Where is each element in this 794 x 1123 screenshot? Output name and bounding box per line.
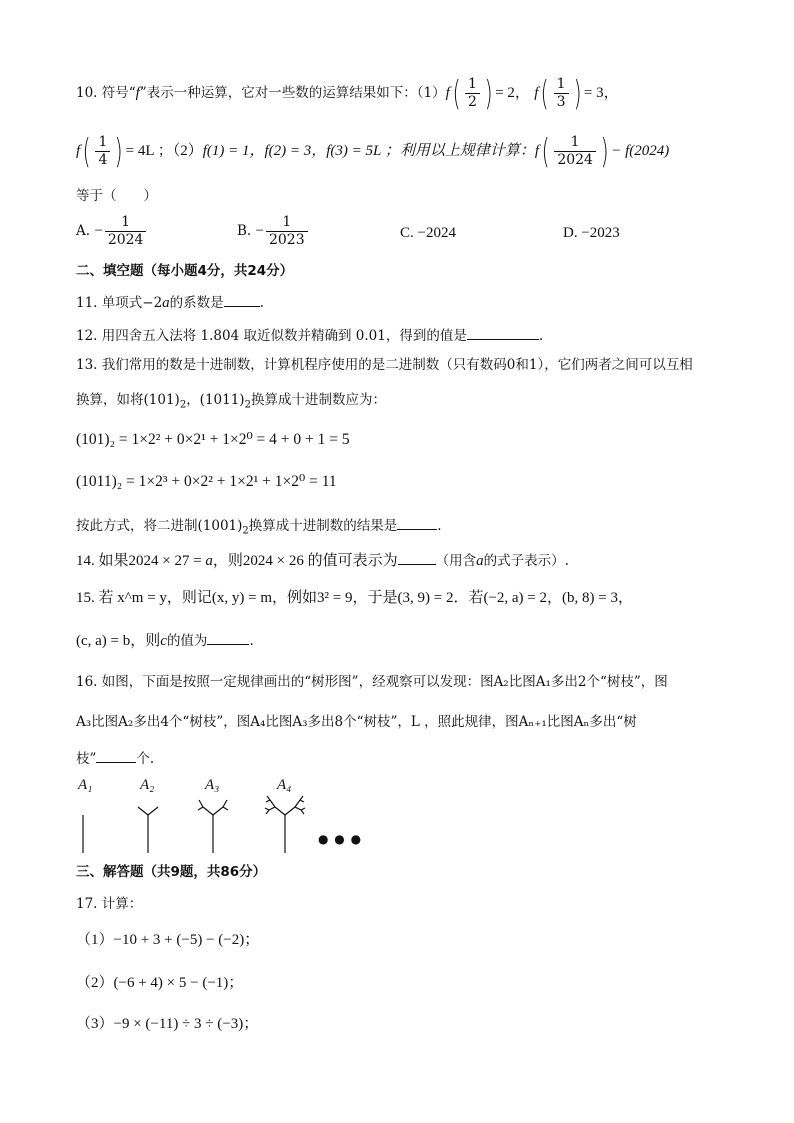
paren-close: ) — [484, 73, 493, 114]
q17-title: 17. 计算： — [76, 896, 143, 912]
q17-part-1: （1）−10 + 3 + (−5) − (−2)； — [76, 932, 260, 948]
q13-line-2: 换算，如将$(101)_2$，$(1011)_2$换算成十进制数应为： — [76, 392, 386, 411]
q10-eq-2: = 2， — [495, 85, 530, 101]
section-3-heading: 三、解答题（共9题，共86分） — [76, 864, 267, 880]
q10-line-3: 等于（ ） — [76, 188, 157, 204]
option-b[interactable]: B. − $\frac{1}{2023}$ — [237, 214, 310, 249]
option-b-fraction: $\frac{1}{2023}$ — [266, 214, 308, 249]
q10-eq-4: = 4L ；（2） — [125, 143, 203, 159]
q10-f2: f(2) = 3， — [264, 143, 327, 159]
answer-blank[interactable] — [96, 748, 136, 763]
q10-intro-a: 10. 符号“ — [76, 85, 136, 101]
option-c[interactable]: C. −2024 — [400, 225, 456, 241]
f-label: f — [445, 85, 450, 101]
paren-open: ( — [541, 73, 550, 114]
q13-line-5: 按此方式，将二进制$(1001)_2$换算成十进制数的结果是 . — [76, 515, 442, 536]
answer-blank[interactable] — [397, 515, 437, 530]
option-a[interactable]: A. − $\frac{1}{2024}$ — [76, 214, 148, 249]
q10-minus-f2024: − f(2024) — [611, 143, 670, 159]
q10-f3: f(3) = 5L ；利用以上规律计算： — [326, 143, 535, 159]
f-label: f — [76, 143, 81, 159]
q15-line-1: 15. 若 x^m = y，则记(x, y) = m，例如3² = 9，于是(3, 9) = 2．若(−2, a) = 2，(b, 8) = 3， — [76, 590, 633, 606]
fraction-one-half: $\frac{1}{2}$ — [465, 76, 480, 111]
tree-a4 — [265, 796, 305, 853]
q13-equation-2: (1011)₂ = 1×2³ + 0×2² + 1×2¹ + 1×2⁰ = 11 — [76, 473, 337, 490]
option-d[interactable]: D. −2023 — [563, 225, 620, 241]
tree-ellipsis: ● ● ● — [318, 832, 363, 846]
answer-blank[interactable] — [224, 292, 260, 307]
q14: 14. 如果2024 × 27 = a，则2024 × 26 的值可表示为 （用含a的式子表示）. — [76, 550, 569, 571]
f-label: f — [534, 143, 540, 159]
f-label: f — [534, 85, 539, 101]
q17-part-2: （2）(−6 + 4) × 5 − (−1)； — [76, 975, 244, 991]
tree-label-a2: A₂ — [140, 777, 155, 793]
q10-line-1 — [76, 73, 619, 114]
q11: 11. 单项式−2a的系数是 . — [76, 292, 264, 313]
q16-line-1: 16. 如图，下面是按照一定规律画出的“树形图”，经观察可以发现：图A₂比图A₁多出2个“树枝”，图 — [76, 674, 668, 690]
fraction-1-2024: $\frac{1}{2024}$ — [554, 134, 596, 169]
paren-open: ( — [452, 73, 461, 114]
tree-a2 — [138, 807, 158, 853]
tree-a3 — [198, 800, 228, 853]
paren-close: ) — [115, 131, 123, 172]
q13-equation-1: (101)₂ = 1×2² + 0×2¹ + 1×2⁰ = 4 + 0 + 1 = 5 — [76, 431, 350, 448]
q16-line-2: A₃比图A₂多出4个“树枝”，图A₄比图A₃多出8个“树枝”，L ，照此规律，图Aₙ₊₁比图Aₙ多出“树 — [76, 714, 637, 730]
answer-blank[interactable] — [467, 325, 539, 340]
tree-label-a4: A₄ — [277, 777, 292, 793]
q12: 12. 用四舍五入法将 1.804 取近似数并精确到 0.01，得到的值是 . — [76, 325, 543, 346]
paren-close: ) — [573, 73, 582, 114]
answer-blank[interactable] — [207, 630, 249, 645]
q10-line-2 — [76, 131, 670, 172]
q10-intro-b: ”表示一种运算，它对一些数的运算结果如下：（1） — [139, 85, 446, 101]
paren-open: ( — [541, 131, 550, 172]
q10-eq-3: = 3， — [583, 85, 619, 101]
section-2-heading: 二、填空题（每小题4分，共24分） — [76, 263, 294, 279]
q17-part-3: （3）−9 × (−11) ÷ 3 ÷ (−3)； — [76, 1016, 259, 1032]
option-a-fraction: $\frac{1}{2024}$ — [105, 214, 147, 249]
fraction-one-third: $\frac{1}{3}$ — [554, 76, 569, 111]
q13-line-1: 13. 我们常用的数是十进制数，计算机程序使用的是二进制数（只有数码0和1），它们两者之间可以互相 — [76, 357, 693, 373]
q16-line-3: 枝” 个. — [76, 748, 154, 769]
q10-f1: f(1) = 1， — [202, 143, 265, 159]
tree-label-a1: A₁ — [78, 777, 93, 793]
fraction-one-fourth: $\frac{1}{4}$ — [95, 134, 110, 169]
q15-line-2: (c, a) = b，则c的值为 . — [76, 630, 254, 651]
paren-open: ( — [82, 131, 91, 172]
answer-blank[interactable] — [398, 550, 436, 565]
tree-label-a3: A₃ — [205, 777, 220, 793]
f-symbol: f — [135, 85, 140, 101]
paren-close: ) — [600, 131, 609, 172]
